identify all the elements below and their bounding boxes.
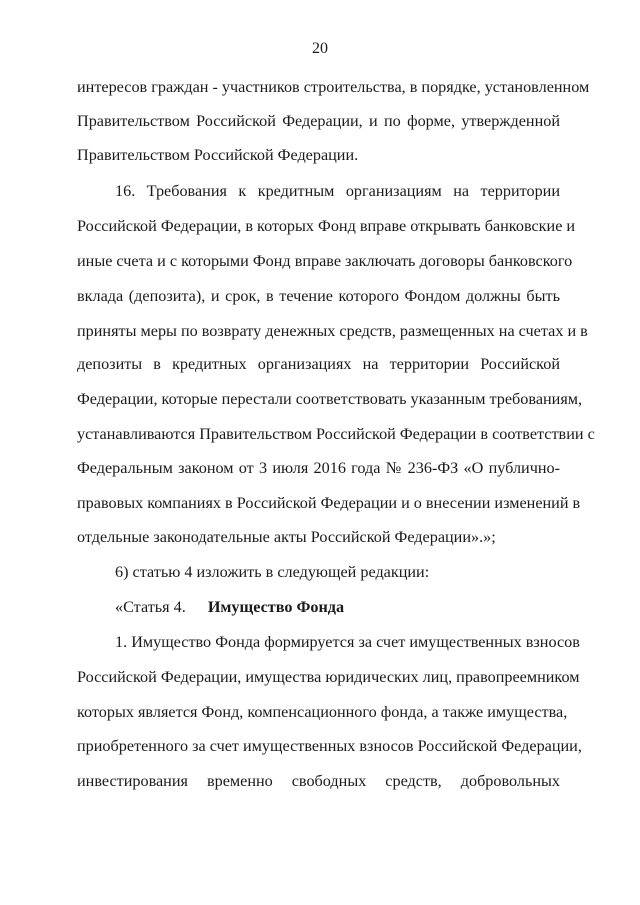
text-line: приняты меры по возврату денежных средств, размещенных на счетах и в xyxy=(77,322,588,340)
text-line: Федеральным законом от 3 июля 2016 года № 236-ФЗ «О публично- xyxy=(77,459,560,477)
text-line: 16. Требования к кредитным организациям на территории xyxy=(115,182,560,200)
text-line: вклада (депозита), и срок, в течение которого Фондом должны быть xyxy=(77,287,560,305)
text-line: которых является Фонд, компенсационного фонда, а также имущества, xyxy=(77,703,568,721)
text-line: устанавливаются Правительством Российской Федерации в соответствии с xyxy=(77,425,595,443)
text-line: Федерации, которые перестали соответствовать указанным требованиям, xyxy=(77,390,583,408)
text-line: правовых компаниях в Российской Федерации и о внесении изменений в xyxy=(77,494,581,512)
text-line: Правительством Российской Федерации. xyxy=(77,146,359,164)
text-line: депозиты в кредитных организациях на территории Российской xyxy=(77,355,560,373)
text-line: инвестирования временно свободных средств, добровольных xyxy=(77,772,560,790)
text-line: Правительством Российской Федерации, и по форме, утвержденной xyxy=(77,112,560,130)
page-number: 20 xyxy=(312,40,328,57)
article-title: Имущество Фонда xyxy=(207,598,345,616)
text-line: Российской Федерации, в которых Фонд вправе открывать банковские и xyxy=(77,217,576,235)
text-line: 1. Имущество Фонда формируется за счет имущественных взносов xyxy=(115,633,580,651)
text-line: 6) статью 4 изложить в следующей редакции: xyxy=(115,563,430,581)
text-line: Российской Федерации, имущества юридических лиц, правопреемником xyxy=(77,668,580,686)
text-line: интересов граждан - участников строительства, в порядке, установленном xyxy=(77,78,590,96)
text-line: приобретенного за счет имущественных взносов Российской Федерации, xyxy=(77,737,582,755)
text-line: иные счета и с которыми Фонд вправе заключать договоры банковского xyxy=(77,252,573,270)
text-line: отдельные законодательные акты Российской Федерации».»; xyxy=(77,528,496,546)
article-heading xyxy=(115,597,344,617)
article-label: «Статья 4. xyxy=(115,598,186,616)
